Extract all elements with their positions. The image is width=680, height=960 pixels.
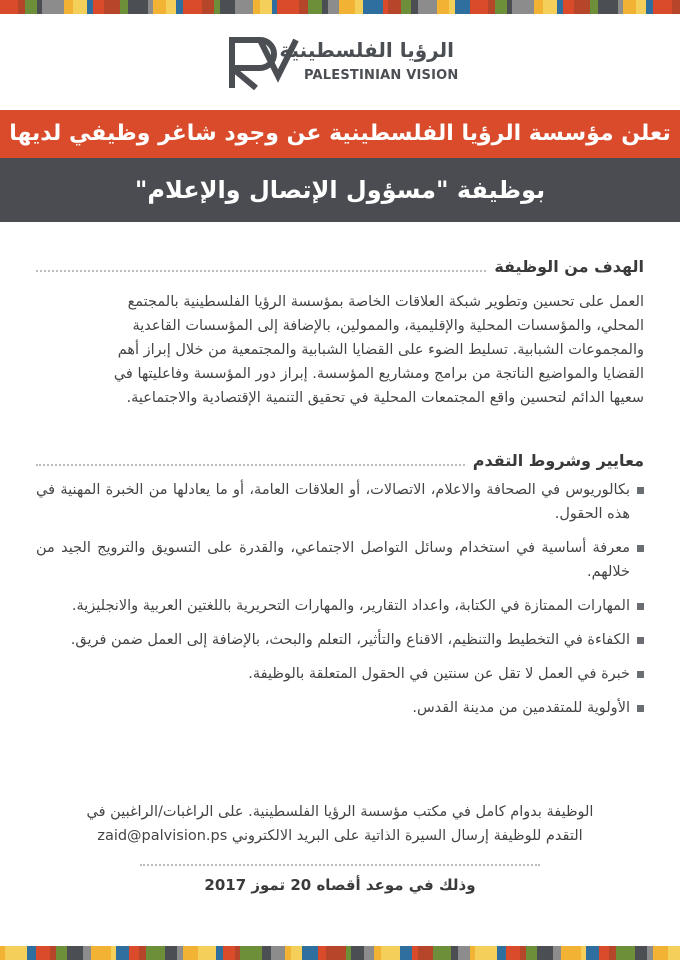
stripe-segment [183,946,198,960]
stripe-segment [176,0,183,14]
objective-line: العمل على تحسين وتطوير شبكة العلاقات الخاصة بمؤسسة الرؤيا الفلسطينية بالمجتمع [127,294,644,310]
stripe-segment [183,0,202,14]
criteria-item: بكالوريوس في الصحافة والاعلام، الاتصالات، أو العلاقات العامة، أو ما يعادلها من الخبرة المهنية في هذه الحقول. [36,478,644,526]
dotted-divider [36,270,486,272]
stripe-segment [165,946,177,960]
logo [226,34,458,92]
stripe-segment [388,0,401,14]
stripe-segment [646,0,653,14]
top-decorative-stripe [0,0,680,14]
stripe-segment [374,946,381,960]
criteria-item: الكفاءة في التخطيط والتنظيم، الاقناع والتأثير، التعلم والبحث، بالإضافة إلى العمل ضمن فريق. [36,628,644,652]
stripe-segment [364,946,374,960]
closing-line-with-email [36,824,644,848]
stripe-segment [36,946,50,960]
stripe-segment [262,946,271,960]
stripe-segment [240,946,262,960]
stripe-segment [512,0,534,14]
stripe-segment [42,0,64,14]
stripe-segment [308,0,322,14]
stripe-segment [67,946,83,960]
stripe-segment [363,0,383,14]
stripe-segment [5,946,27,960]
stripe-segment [537,946,553,960]
stripe-segment [166,0,176,14]
dotted-divider [36,464,465,466]
stripe-segment [598,0,618,14]
stripe-segment [563,0,574,14]
stripe-segment [223,946,235,960]
dotted-divider [140,864,540,866]
stripe-segment [253,0,260,14]
stripe-segment [299,0,308,14]
stripe-segment [653,946,668,960]
stripe-segment [590,0,598,14]
stripe-segment [458,946,470,960]
stripe-segment [497,946,506,960]
stripe-segment [326,946,346,960]
stripe-segment [216,946,223,960]
criteria-item: معرفة أساسية في استخدام وسائل التواصل الاجتماعي، والقدرة على التسويق والترويج الجيد من خلالهم. [36,536,644,584]
stripe-segment [260,0,272,14]
stripe-segment [574,0,590,14]
stripe-segment [129,946,139,960]
application-deadline: وذلك في موعد أقصاه 20 تموز 2017 [204,876,476,894]
stripe-segment [672,0,680,14]
stripe-segment [401,0,411,14]
stripe-segment [400,946,412,960]
stripe-segment [271,946,285,960]
stripe-segment [291,946,302,960]
stripe-segment [104,0,120,14]
stripe-segment [609,946,616,960]
stripe-segment [437,0,449,14]
stripe-segment [91,946,111,960]
stripe-segment [318,946,326,960]
stripe-segment [553,946,561,960]
logo-arabic-name: الرؤيا الفلسطينية [279,38,454,62]
stripe-segment [355,0,363,14]
stripe-segment [302,946,318,960]
stripe-segment [277,0,299,14]
stripe-segment [506,946,520,960]
stripe-segment [202,0,214,14]
stripe-segment [139,946,146,960]
objective-line: سعيها الدائم لتحسين واقع المجتمعات المحلية في تحقيق التنمية الإقتصادية والاجتماعية. [126,390,644,406]
stripe-segment [470,0,488,14]
stripe-segment [616,946,635,960]
stripe-segment [543,0,557,14]
stripe-segment [0,0,18,14]
objective-line: والمجموعات الشبابية. تسليط الضوء على القضايا الشبابية والمجتمعية من خلال إبراز أهم [117,342,644,358]
stripe-segment [198,946,216,960]
criteria-item: خبرة في العمل لا تقل عن سنتين في الحقول المتعلقة بالوظيفة. [36,662,644,686]
stripe-segment [668,946,680,960]
stripe-segment [433,946,451,960]
bottom-decorative-stripe [0,946,680,960]
stripe-segment [653,0,672,14]
stripe-segment [599,946,609,960]
closing-line: الوظيفة بدوام كامل في مكتب مؤسسة الرؤيا الفلسطينية. على الراغبات/الراغبين في [86,804,594,820]
stripe-segment [56,946,67,960]
objective-section-header [36,254,644,278]
stripe-segment [25,0,37,14]
announcement-banner: تعلن مؤسسة الرؤيا الفلسطينية عن وجود شاغر وظيفي لديها [0,110,680,158]
position-title-banner: بوظيفة "مسؤول الإتصال والإعلام" [0,158,680,222]
criteria-item: المهارات الممتازة في الكتابة، واعداد التقارير، والمهارات التحريرية باللغتين العربية والانجليزية. [36,594,644,618]
stripe-segment [116,946,129,960]
stripe-segment [623,0,636,14]
stripe-segment [455,0,470,14]
stripe-segment [418,0,437,14]
stripe-segment [451,946,458,960]
stripe-segment [418,946,433,960]
stripe-segment [475,946,497,960]
stripe-segment [128,0,148,14]
stripe-segment [73,0,87,14]
logo-english-name: PALESTINIAN VISION [304,68,459,83]
stripe-segment [636,0,646,14]
stripe-segment [635,946,647,960]
objective-line: القضايا والمواضيع الناتجة من برامج ومشاريع المؤسسة. إبراز دور المؤسسة وفاعليتها في [113,366,644,382]
stripe-segment [64,0,73,14]
stripe-segment [495,0,507,14]
stripe-segment [235,0,253,14]
stripe-segment [153,0,166,14]
stripe-segment [146,946,165,960]
criteria-section-header [36,448,644,472]
stripe-segment [561,946,581,960]
criteria-heading: معايير وشروط التقدم [472,450,644,470]
objective-heading: الهدف من الوظيفة [494,256,644,276]
criteria-list [36,478,644,720]
closing-line: التقدم للوظيفة إرسال السيرة الذاتية على البريد الالكتروني [231,828,583,844]
stripe-segment [220,0,235,14]
stripe-segment [351,946,364,960]
stripe-segment [93,0,104,14]
stripe-segment [328,0,339,14]
objective-paragraph [36,290,644,410]
stripe-segment [488,0,495,14]
closing-paragraph [36,800,644,848]
stripe-segment [83,946,91,960]
stripe-segment [534,0,543,14]
objective-line: المحلي، والمؤسسات المحلية والإقليمية، والممولين، بالإضافة إلى المؤسسات القاعدية [132,318,644,334]
stripe-segment [411,0,418,14]
stripe-segment [18,0,25,14]
stripe-segment [27,946,36,960]
stripe-segment [120,0,128,14]
contact-email[interactable]: zaid@palvision.ps [97,828,228,844]
stripe-segment [381,946,400,960]
stripe-segment [586,946,599,960]
stripe-segment [339,0,355,14]
criteria-item: الأولوية للمتقدمين من مدينة القدس. [36,696,644,720]
stripe-segment [526,946,537,960]
